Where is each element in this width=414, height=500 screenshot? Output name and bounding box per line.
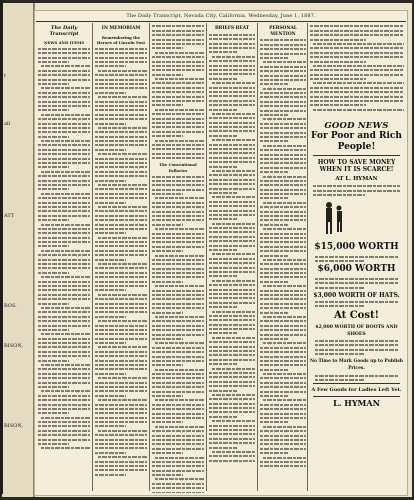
ad-text [309,375,404,381]
scan-shadow [0,0,3,494]
article-text [95,48,147,476]
ad-heading: HOW TO SAVE MONEY WHEN IT IS SCARCE! [317,159,396,173]
ad-signature: L. HYMAN [333,398,380,409]
column-rule [257,23,258,491]
column-heading: NEWS AND ITEMS [43,40,85,45]
divider [313,396,400,397]
divider [313,155,400,156]
masthead: The Daily Transcript, Nevada City, California, Wednesday, June 1, 1887. [36,12,406,22]
column-rule [149,23,150,491]
column-2 [95,23,147,493]
margin-fragment: ATT [4,213,15,219]
ad-notice: No Time to Mark Goods up to Publish Prices. [310,359,403,372]
column-5 [260,23,306,493]
column-rule [92,23,93,491]
column-3 [152,23,204,493]
margin-fragment: t [4,73,7,79]
divider [313,383,400,384]
ad-amount: $6,000 WORTH [317,264,396,275]
ad-amount: $3,000 WORTH OF HATS. [313,291,400,299]
ad-subtitle: For Poor and Rich People! [311,131,402,152]
people-illustration-icon [309,199,404,239]
column-subheading: Remembering the Heroes of Lincoln Post [96,34,146,45]
ad-footer: A Few Goods for Ladies Left Yet. [311,387,402,394]
margin-fragment: RISON, [4,423,23,429]
column-heading: BRIEFS BEAT [214,26,250,31]
ad-text [309,301,404,307]
article-text [152,176,204,494]
ad-text [309,185,404,196]
newspaper-scan-viewer [2,3,412,497]
ad-text [309,278,404,289]
column-title: The Daily Transcript [49,25,79,37]
column-1 [38,23,90,493]
column-6-top [310,23,404,119]
ad-amount: $2,000 WORTH OF BOOTS AND SHOES [315,324,398,337]
column-heading: The Conventional Fallacies [159,162,197,173]
article-text [38,48,90,450]
margin-fragment: all [4,121,11,127]
illustration-figures [309,199,404,239]
margin-fragment: RISON, [4,343,23,349]
article-text [209,34,255,462]
column-heading: PERSONAL MENTION [269,26,297,37]
column-4 [209,23,255,493]
ad-title: GOOD NEWS [324,121,389,131]
column-rule [307,23,308,491]
article-text [152,25,204,159]
margin-fragment: ROS. [4,303,17,309]
advertisement [309,121,404,493]
ad-amount: $15,000 WORTH [314,242,399,253]
ad-cost-line: At Cost! [334,309,379,321]
article-text [260,39,306,467]
ad-text [309,256,404,262]
column-rule [206,23,207,491]
ad-text [309,340,404,355]
article-text [310,25,404,110]
column-heading: IN MEMORIAM [101,26,141,31]
ad-merchant-line: AT L. HYMAN [335,176,378,182]
